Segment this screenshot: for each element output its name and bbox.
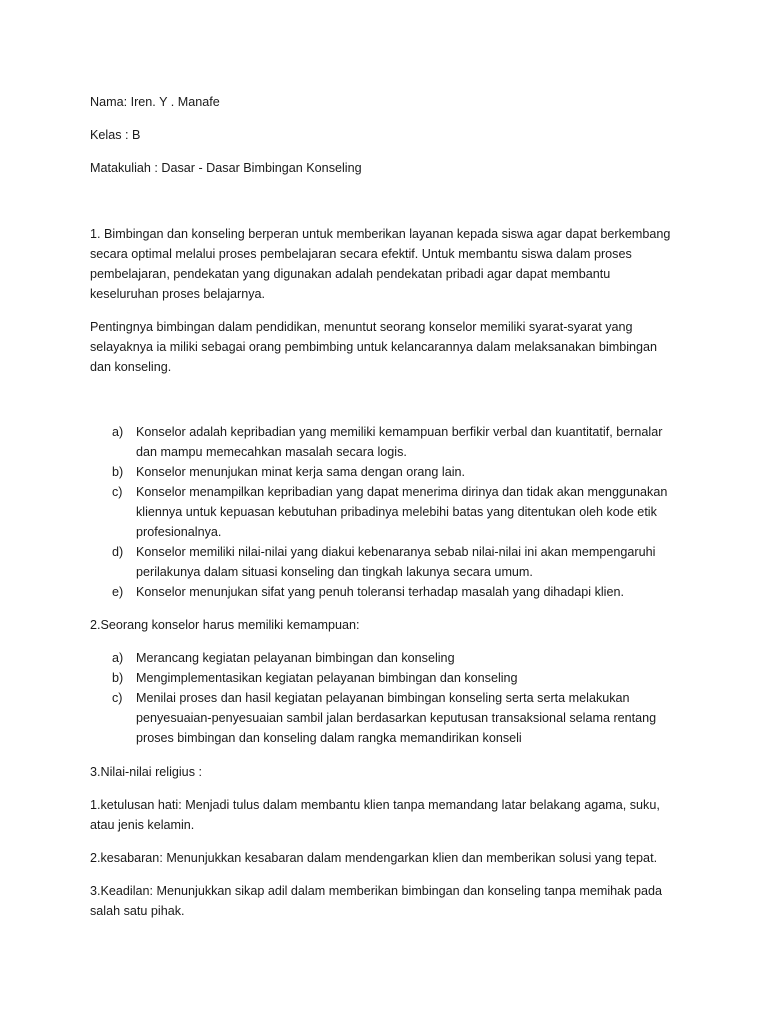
list-item-text: Konselor menampilkan kepribadian yang dapat menerima dirinya dan tidak akan menggunakan kliennya untuk kepuasan kebutuhan pribadinya melebihi batas yang ditentukan oleh kode etik profesionalnya.	[136, 485, 668, 539]
list-item-text: Konselor memiliki nilai-nilai yang diakui kebenaranya sebab nilai-nilai ini akan mempengaruhi perilakunya dalam situasi konseling dan tingkah lakunya secara umum.	[136, 545, 656, 579]
answer-2-heading: 2.Seorang konselor harus memiliki kemampuan:	[90, 618, 360, 632]
religious-value-2: 2.kesabaran: Menunjukkan kesabaran dalam mendengarkan klien dan memberikan solusi yang tepat.	[90, 851, 658, 865]
religious-value-1: 1.ketulusan hati: Menjadi tulus dalam membantu klien tanpa memandang latar belakang agama, suku, atau jenis kelamin.	[90, 798, 660, 832]
list-item	[112, 542, 680, 582]
student-class: Kelas : B	[90, 128, 141, 142]
list-item-text: Konselor menunjukan sifat yang penuh toleransi terhadap masalah yang dihadapi klien.	[136, 585, 624, 599]
answer-1-paragraph-2: Pentingnya bimbingan dalam pendidikan, menuntut seorang konselor memiliki syarat-syarat yang selayaknya ia miliki sebagai orang pembimbing untuk kelancarannya dalam melaksanakan bimbingan dan konseling.	[90, 320, 658, 374]
list-marker: a)	[112, 651, 124, 665]
course-name: Matakuliah : Dasar - Dasar Bimbingan Konseling	[90, 161, 362, 175]
list-marker: d)	[112, 545, 124, 559]
list-marker: c)	[112, 485, 123, 499]
list-marker: e)	[112, 585, 124, 599]
counselor-requirements-list	[112, 422, 680, 602]
list-item-text: Menilai proses dan hasil kegiatan pelayanan bimbingan konseling serta serta melakukan penyesuaian-penyesuaian sambil jalan berdasarkan keputusan transaksional selama rentang proses bimbingan dan konseling dalam rangka memandirikan konseli	[136, 691, 657, 745]
answer-3-heading: 3.Nilai-nilai religius :	[90, 765, 202, 779]
list-marker: c)	[112, 691, 123, 705]
list-item	[112, 462, 680, 482]
list-marker: b)	[112, 671, 124, 685]
list-item	[112, 582, 680, 602]
student-name: Nama: Iren. Y . Manafe	[90, 95, 220, 109]
list-item-text: Konselor adalah kepribadian yang memiliki kemampuan berfikir verbal dan kuantitatif, bernalar dan mampu memecahkan masalah secara logis.	[136, 425, 663, 459]
list-item-text: Mengimplementasikan kegiatan pelayanan bimbingan dan konseling	[136, 671, 518, 685]
list-item	[112, 648, 680, 668]
list-item-text: Konselor menunjukan minat kerja sama dengan orang lain.	[136, 465, 466, 479]
list-item	[112, 422, 680, 462]
religious-value-3: 3.Keadilan: Menunjukkan sikap adil dalam memberikan bimbingan dan konseling tanpa memihak pada salah satu pihak.	[90, 884, 662, 918]
list-item	[112, 668, 680, 688]
list-marker: a)	[112, 425, 124, 439]
answer-1-paragraph-1: 1. Bimbingan dan konseling berperan untuk memberikan layanan kepada siswa agar dapat berkembang secara optimal melalui proses pembelajaran secara efektif. Untuk membantu siswa dalam proses pembelajaran, pendekatan yang digunakan adalah pendekatan pribadi agar dapat membantu keseluruhan proses belajarnya.	[90, 227, 671, 301]
list-item	[112, 482, 680, 542]
list-marker: b)	[112, 465, 124, 479]
list-item	[112, 688, 680, 748]
list-item-text: Merancang kegiatan pelayanan bimbingan dan konseling	[136, 651, 455, 665]
counselor-abilities-list	[112, 648, 680, 748]
